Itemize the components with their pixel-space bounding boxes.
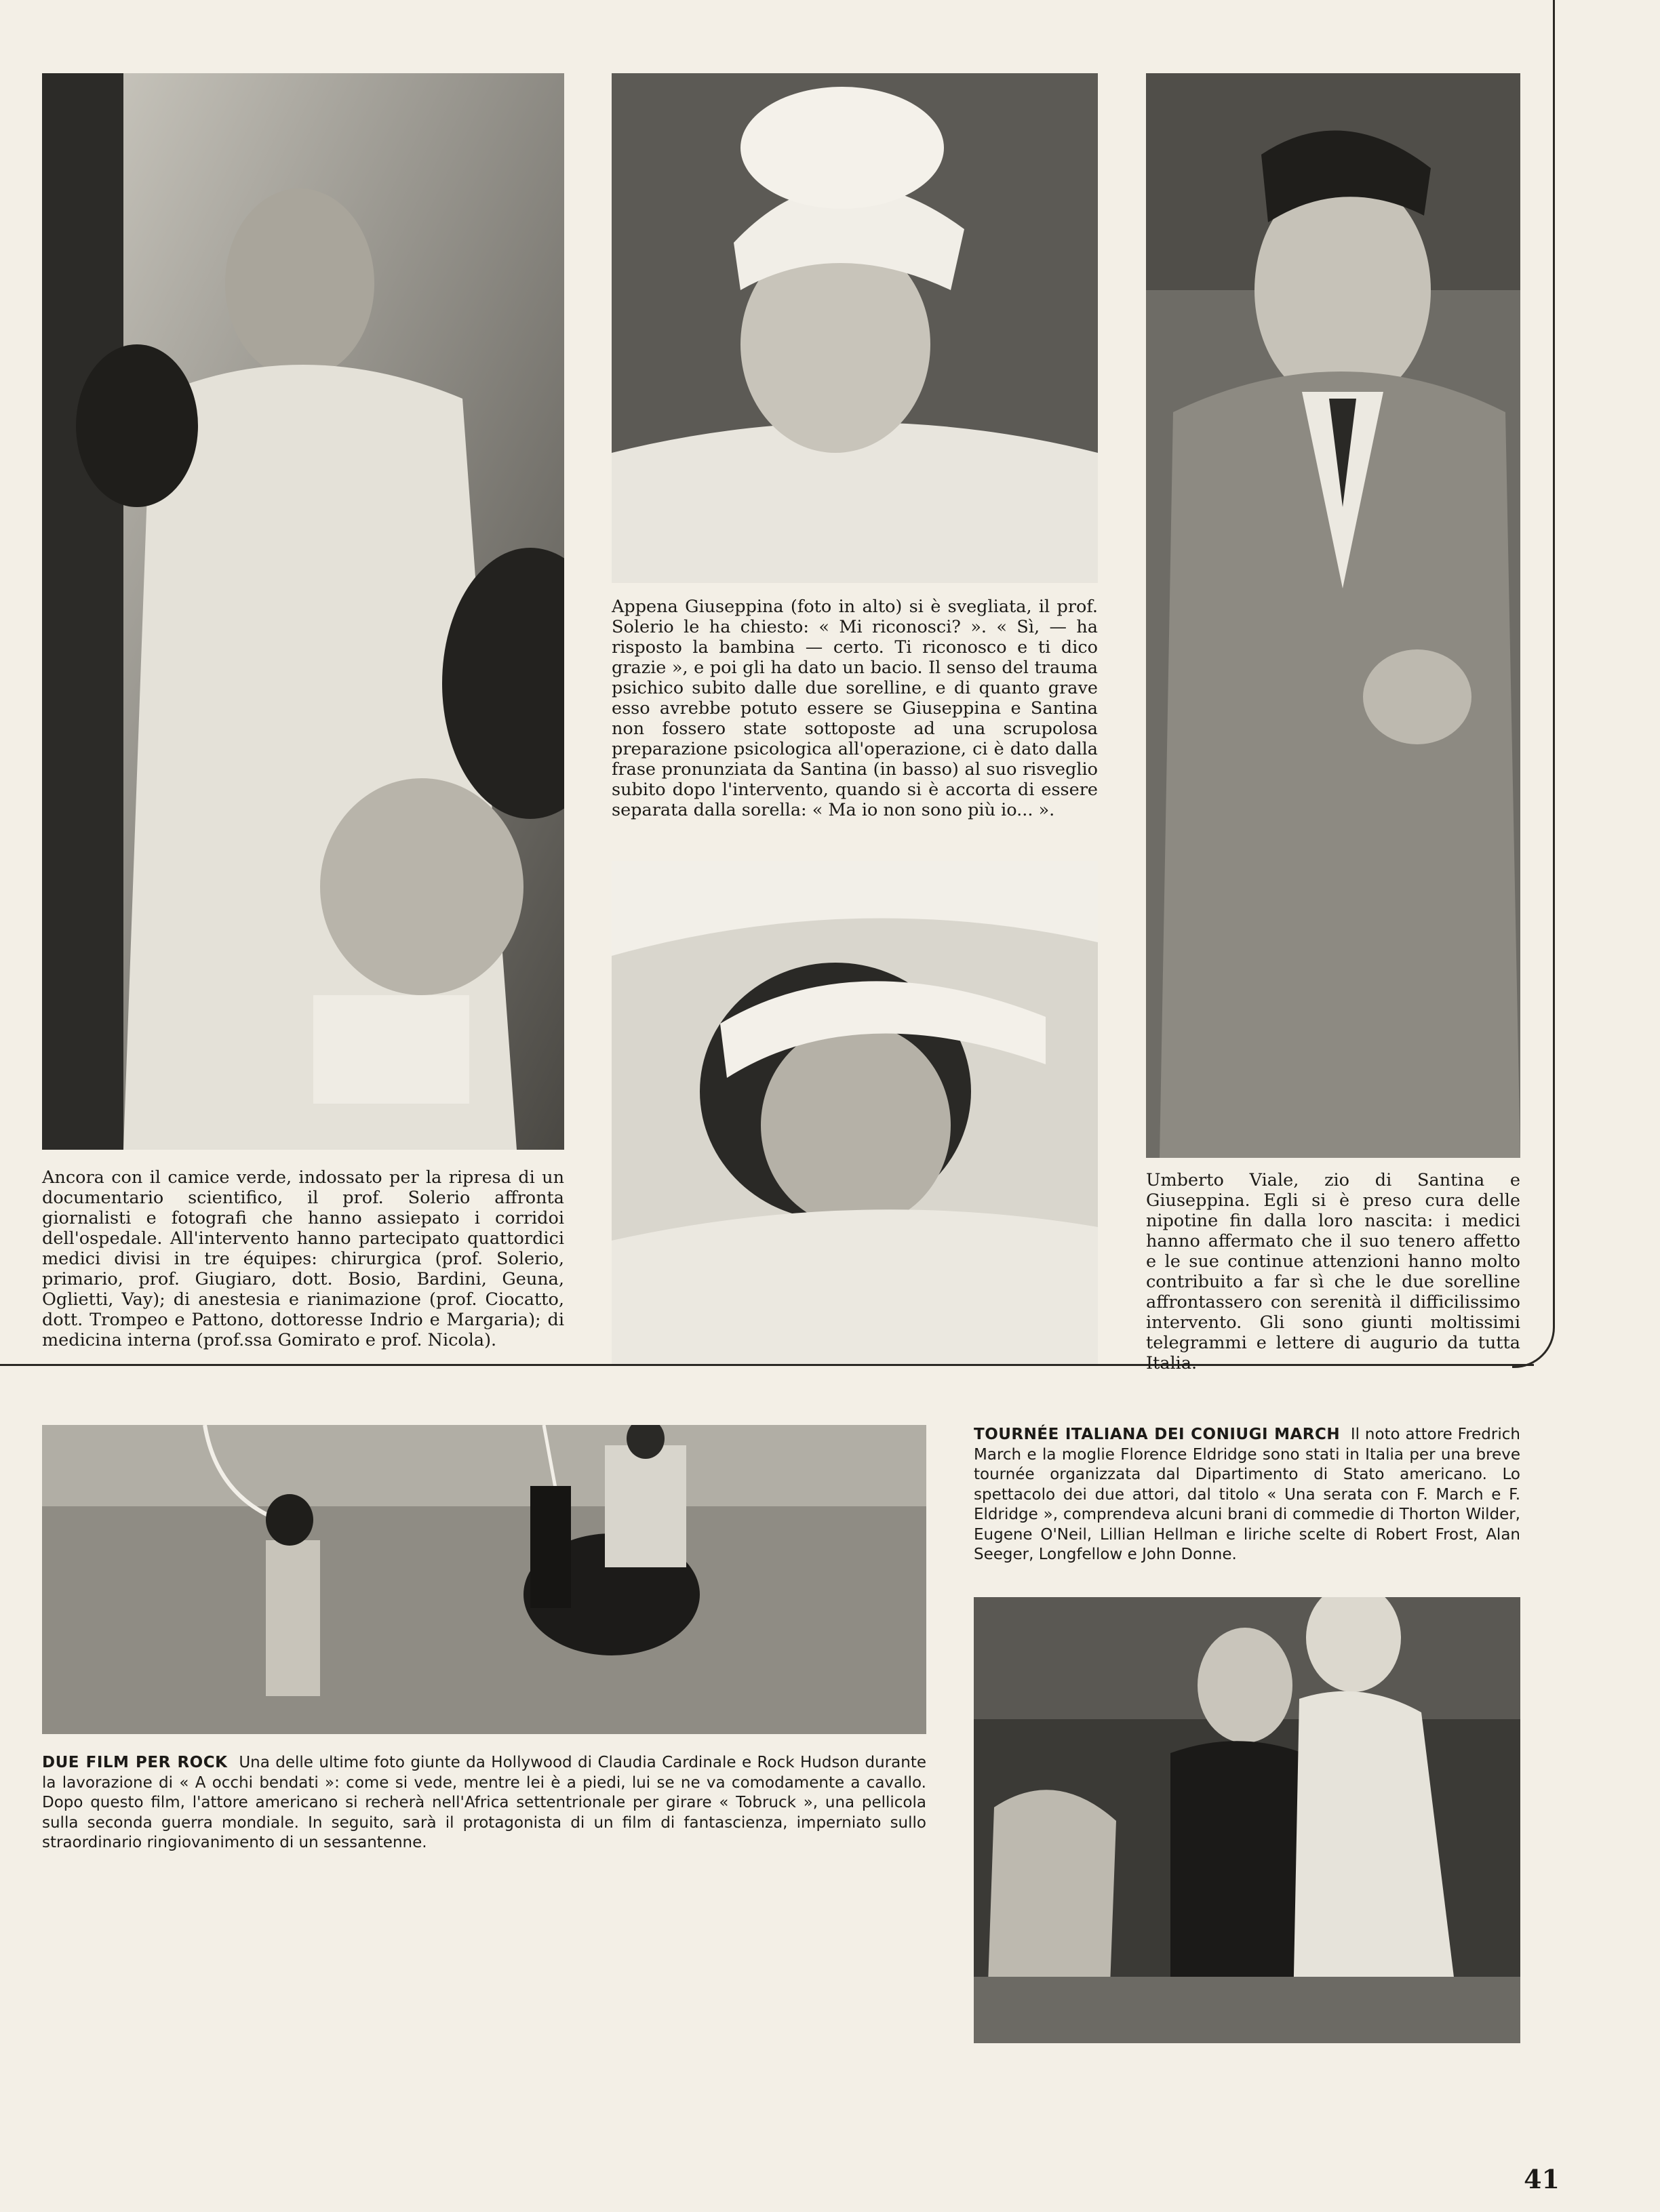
march-heading: TOURNÉE ITALIANA DEI CONIUGI MARCH (974, 1426, 1341, 1443)
caption-uncle: Umberto Viale, zio di Santina e Giuseppina. Egli si è preso cura delle nipotine fin dalla loro nascita: i medici hanno affermato che il suo tenero affetto e le sue continue attenzioni hanno molto contribuito a far sì che le due sorelline affrontassero con serenità il difficilissimo intervento. Gli sono giunti moltissimi telegrammi e lettere di augurio da tutta Italia. (1146, 1170, 1520, 1373)
photo-march-couple (974, 1597, 1520, 2043)
top-section-frame (1553, 0, 1555, 1325)
caption-girls-awakening: Appena Giuseppina (foto in alto) si è svegliata, il prof. Solerio le ha chiesto: « Mi riconosci? ». « Sì, — ha risposto la bambina — certo. Ti riconosco e ti dico grazie », e poi gli ha dato un bacio. Il senso del trauma psichico subito dalle due sorelline, e di quanto grave esso avrebbe potuto essere se Giuseppina e Santina non fossero state sottoposte ad una scrupolosa preparazione psicologica all'operazione, ci è dato dalla frase pronunziata da Santina (in basso) al suo risveglio subito dopo l'intervento, quando si è accorta di essere separata dalla sorella: « Ma io non sono più io... ». (612, 597, 1098, 820)
photo-girl-top (612, 73, 1098, 583)
rock-heading: DUE FILM PER ROCK (42, 1754, 228, 1771)
page-number: 41 (1524, 2164, 1560, 2194)
caption-surgeon-press: Ancora con il camice verde, indossato per la ripresa di un documentario scientifico, il prof. Solerio affronta giornalisti e fotografi che hanno assiepato i corridoi dell'ospedale. All'intervento hanno partecipato quattordici medici divisi in tre équipes: chirurgica (prof. Solerio, primario, prof. Giugiaro, dott. Bosio, Bardini, Geuna, Oglietti, Vay); di anestesia e rianimazione (prof. Ciocatto, dott. Trompeo e Pattono, dottoresse Indrio e Margaria); di medicina interna (prof.ssa Gomirato e prof. Nicola). (42, 1167, 564, 1350)
rock-body: Una delle ultime foto giunte da Hollywood di Claudia Cardinale e Rock Hudson durante la lavorazione di « A occhi bendati »: come si vede, mentre lei è a piedi, lui se ne va comodamente a cavallo. Dopo questo film, l'attore americano si recherà nell'Africa settentrionale per girare « Tobruck », una pellicola sulla seconda guerra mondiale. In seguito, sarà il protagonista di un film di fantascienza, imperniato sullo straordinario ringiovanimento di un sessantenne. (42, 1754, 926, 1851)
photo-girl-bottom (612, 861, 1098, 1364)
march-body: Il noto attore Fredrich March e la moglie Florence Eldridge sono stati in Italia per una breve tournée organizzata dal Dipartimento di Stato americano. Lo spettacolo dei due attori, dal titolo « Una serata con F. March e F. Eldridge », comprendeva alcuni brani di commedie di Thorton Wilder, Eugene O'Neil, Lillian Hellman e liriche scelte di Robert Frost, Alan Seeger, Longfellow e John Donne. (974, 1426, 1520, 1563)
rock-article (42, 1753, 926, 1853)
photo-horse-scene (42, 1425, 926, 1734)
photo-uncle (1146, 73, 1520, 1158)
photo-surgeon-press (42, 73, 564, 1150)
march-article (974, 1425, 1520, 1565)
